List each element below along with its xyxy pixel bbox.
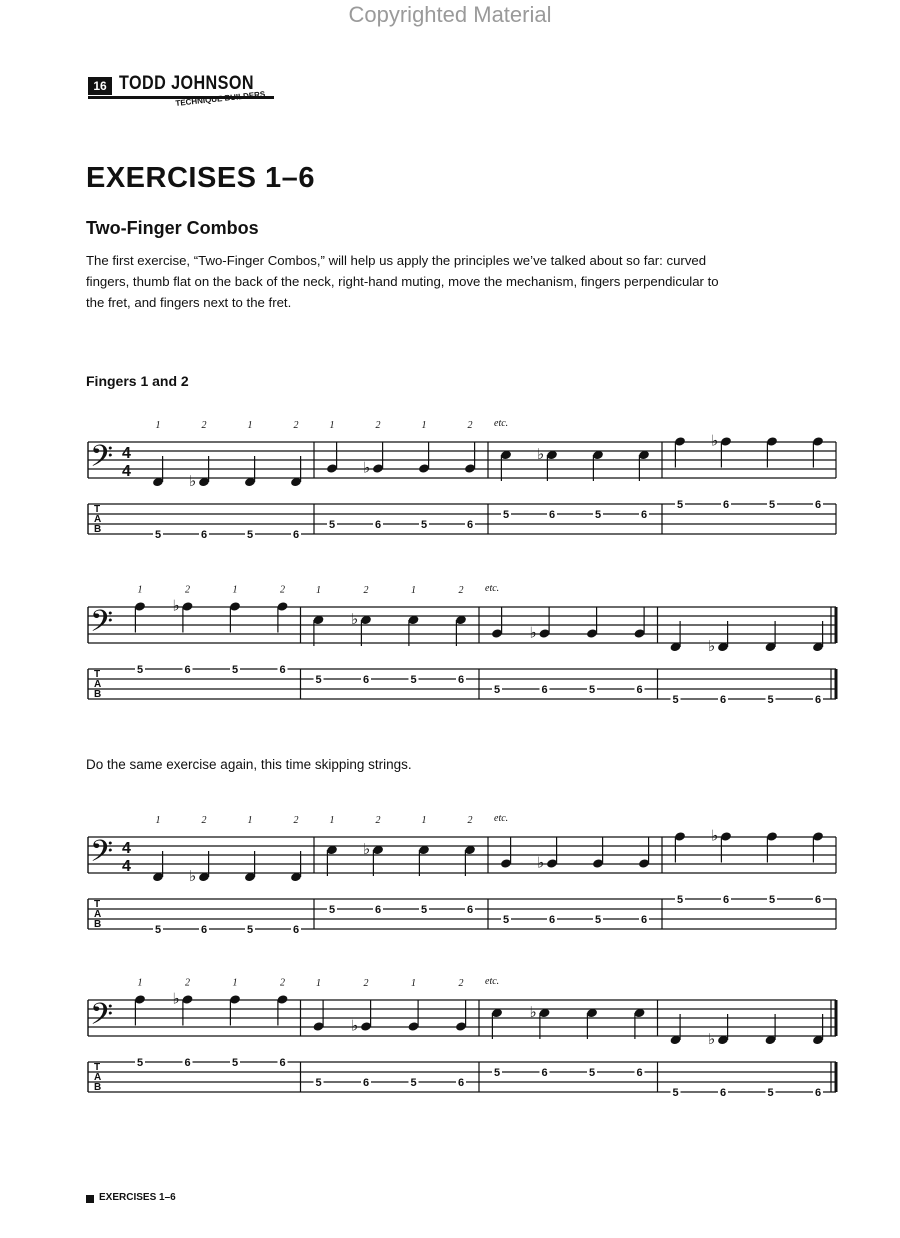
tab-letter: T xyxy=(94,899,101,910)
tab-fret-number: 5 xyxy=(154,529,162,541)
finger-number: 2 xyxy=(201,420,207,431)
tab-fret-number: 5 xyxy=(676,499,684,511)
finger-number: 2 xyxy=(467,815,473,826)
tab-fret-number: 6 xyxy=(292,529,300,541)
finger-number: 1 xyxy=(411,585,416,596)
finger-number: 1 xyxy=(232,977,238,989)
bass-clef-icon: 𝄢 xyxy=(90,440,114,481)
bass-clef-icon: 𝄢 xyxy=(90,835,114,876)
tab-fret-number: 5 xyxy=(410,1077,417,1089)
tab-fret-number: 6 xyxy=(548,509,556,521)
finger-number: 1 xyxy=(155,815,161,826)
tab-fret-number: 5 xyxy=(136,664,144,676)
tab-fret-number: 5 xyxy=(767,1087,774,1099)
finger-number: 2 xyxy=(375,815,381,826)
tab-fret-number: 5 xyxy=(420,519,428,531)
finger-number: 1 xyxy=(155,420,161,431)
flat-accidental: ♭ xyxy=(172,596,180,615)
finger-number: 1 xyxy=(329,420,335,431)
flat-accidental: ♭ xyxy=(708,1030,716,1048)
tab-letter: B xyxy=(94,1082,102,1093)
flat-accidental: ♭ xyxy=(708,637,716,655)
etc-label: etc. xyxy=(485,583,500,594)
tab-fret-number: 6 xyxy=(541,1067,548,1079)
tab-fret-number: 6 xyxy=(374,519,382,531)
tab-fret-number: 6 xyxy=(184,1057,191,1069)
finger-number: 2 xyxy=(363,585,369,596)
copyright-watermark: Copyrighted Material xyxy=(348,2,552,27)
finger-number: 1 xyxy=(137,977,143,989)
tab-fret-number: 6 xyxy=(374,904,382,916)
subsection-title: Two-Finger Combos xyxy=(86,218,259,238)
tab-fret-number: 5 xyxy=(672,694,679,706)
finger-number: 1 xyxy=(329,815,335,826)
tab-fret-number: 5 xyxy=(246,529,254,541)
tab-fret-number: 6 xyxy=(457,674,465,686)
page-number: 16 xyxy=(88,77,112,95)
flat-accidental: ♭ xyxy=(537,853,545,872)
tab-fret-number: 6 xyxy=(722,894,730,906)
finger-number: 2 xyxy=(458,585,464,596)
intro-paragraph: The first exercise, “Two-Finger Combos,” will help us apply the principles we’ve talked about so far: curved fingers, thumb flat on the back of the neck, right-hand muting, move the mechanism, fingers perpendicular to the fret, and fingers next to the fret. xyxy=(86,253,719,310)
flat-accidental: ♭ xyxy=(189,472,197,490)
skip-strings-label: Do the same exercise again, this time skipping strings. xyxy=(86,757,412,772)
tab-fret-number: 5 xyxy=(328,904,336,916)
tab-fret-number: 6 xyxy=(541,684,548,696)
tab-fret-number: 6 xyxy=(279,1057,286,1069)
tab-fret-number: 5 xyxy=(420,904,428,916)
flat-accidental: ♭ xyxy=(529,623,537,642)
finger-number: 1 xyxy=(316,978,321,989)
tab-fret-number: 5 xyxy=(493,1067,501,1079)
tab-fret-number: 5 xyxy=(328,519,336,531)
tab-fret-number: 6 xyxy=(457,1077,465,1089)
tab-letter: B xyxy=(94,524,102,535)
tab-fret-number: 5 xyxy=(588,684,596,696)
tab-letter: B xyxy=(94,919,102,930)
tab-fret-number: 5 xyxy=(315,1077,322,1089)
tab-fret-number: 5 xyxy=(231,1057,239,1069)
tab-fret-number: 6 xyxy=(722,499,730,511)
tab-letter: T xyxy=(94,504,101,515)
etc-label: etc. xyxy=(494,418,509,429)
tab-fret-number: 6 xyxy=(814,894,822,906)
brand-name: TODD JOHNSON xyxy=(119,73,254,94)
finger-number: 1 xyxy=(232,584,238,596)
finger-number: 1 xyxy=(247,815,253,826)
flat-accidental: ♭ xyxy=(363,458,371,477)
tab-fret-number: 6 xyxy=(184,664,191,676)
notation-system-4 xyxy=(0,968,900,1118)
time-signature-digit: 4 xyxy=(122,840,131,857)
tab-fret-number: 6 xyxy=(636,1067,643,1079)
notation-system-3 xyxy=(0,805,900,955)
finger-number: 2 xyxy=(293,420,299,431)
bass-clef-icon: 𝄢 xyxy=(90,998,114,1039)
finger-number: 2 xyxy=(185,584,190,596)
tab-fret-number: 6 xyxy=(548,914,556,926)
finger-number: 2 xyxy=(280,584,285,596)
time-signature-digit: 4 xyxy=(122,463,131,480)
fingers-label: Fingers 1 and 2 xyxy=(86,373,189,389)
tab-fret-number: 5 xyxy=(231,664,239,676)
finger-number: 1 xyxy=(247,420,253,431)
tab-letter: A xyxy=(94,1072,102,1083)
finger-number: 2 xyxy=(280,977,285,989)
tab-fret-number: 6 xyxy=(640,914,648,926)
finger-number: 2 xyxy=(185,977,190,989)
flat-accidental: ♭ xyxy=(711,431,719,450)
notation-system-2 xyxy=(0,575,900,725)
finger-number: 2 xyxy=(458,978,464,989)
tab-fret-number: 6 xyxy=(466,519,474,531)
tab-fret-number: 5 xyxy=(672,1087,679,1099)
tab-fret-number: 5 xyxy=(676,894,684,906)
flat-accidental: ♭ xyxy=(363,840,371,858)
tab-fret-number: 6 xyxy=(362,674,370,686)
finger-number: 2 xyxy=(467,420,473,431)
tab-fret-number: 5 xyxy=(768,499,776,511)
tab-fret-number: 5 xyxy=(767,694,774,706)
tab-fret-number: 6 xyxy=(719,694,727,706)
etc-label: etc. xyxy=(485,976,500,987)
tab-fret-number: 6 xyxy=(466,904,474,916)
tab-letter: A xyxy=(94,679,102,690)
time-signature-digit: 4 xyxy=(122,445,131,462)
flat-accidental: ♭ xyxy=(351,610,359,628)
finger-number: 2 xyxy=(293,815,299,826)
tab-fret-number: 5 xyxy=(136,1057,144,1069)
brand-subtitle: TECHNIQUE BUILDERS xyxy=(175,89,266,108)
flat-accidental: ♭ xyxy=(351,1016,359,1035)
tab-fret-number: 6 xyxy=(200,529,208,541)
tab-fret-number: 6 xyxy=(814,1087,822,1099)
etc-label: etc. xyxy=(494,813,509,824)
finger-number: 1 xyxy=(421,420,427,431)
tab-fret-number: 6 xyxy=(292,924,300,936)
flat-accidental: ♭ xyxy=(189,867,197,885)
tab-fret-number: 5 xyxy=(502,509,510,521)
finger-number: 2 xyxy=(363,978,369,989)
tab-letter: T xyxy=(94,669,101,680)
flat-accidental: ♭ xyxy=(529,1003,537,1021)
finger-number: 2 xyxy=(375,420,381,431)
tab-letter: A xyxy=(94,909,102,920)
finger-number: 1 xyxy=(316,585,321,596)
tab-letter: A xyxy=(94,514,102,525)
footer-label: EXERCISES 1–6 xyxy=(99,1192,176,1203)
tab-fret-number: 6 xyxy=(814,499,822,511)
tab-fret-number: 5 xyxy=(594,914,602,926)
tab-fret-number: 5 xyxy=(315,674,322,686)
tab-fret-number: 6 xyxy=(279,664,286,676)
tab-fret-number: 5 xyxy=(493,684,501,696)
bass-clef-icon: 𝄢 xyxy=(90,605,114,646)
tab-fret-number: 5 xyxy=(502,914,510,926)
flat-accidental: ♭ xyxy=(537,445,545,463)
tab-fret-number: 6 xyxy=(814,694,822,706)
tab-fret-number: 6 xyxy=(640,509,648,521)
tab-fret-number: 5 xyxy=(768,894,776,906)
section-title: EXERCISES 1–6 xyxy=(86,162,315,194)
tab-fret-number: 6 xyxy=(636,684,643,696)
flat-accidental: ♭ xyxy=(711,826,719,845)
tab-fret-number: 5 xyxy=(154,924,162,936)
finger-number: 1 xyxy=(411,978,416,989)
tab-letter: B xyxy=(94,689,102,700)
finger-number: 1 xyxy=(421,815,427,826)
finger-number: 1 xyxy=(137,584,143,596)
flat-accidental: ♭ xyxy=(172,989,180,1008)
tab-letter: T xyxy=(94,1062,101,1073)
finger-number: 2 xyxy=(201,815,207,826)
tab-fret-number: 6 xyxy=(719,1087,727,1099)
tab-fret-number: 5 xyxy=(410,674,417,686)
tab-fret-number: 6 xyxy=(200,924,208,936)
tab-fret-number: 6 xyxy=(362,1077,370,1089)
tab-fret-number: 5 xyxy=(588,1067,596,1079)
tab-fret-number: 5 xyxy=(594,509,602,521)
tab-fret-number: 5 xyxy=(246,924,254,936)
time-signature-digit: 4 xyxy=(122,858,131,875)
footer-marker xyxy=(86,1195,94,1203)
notation-system-1 xyxy=(0,410,900,560)
